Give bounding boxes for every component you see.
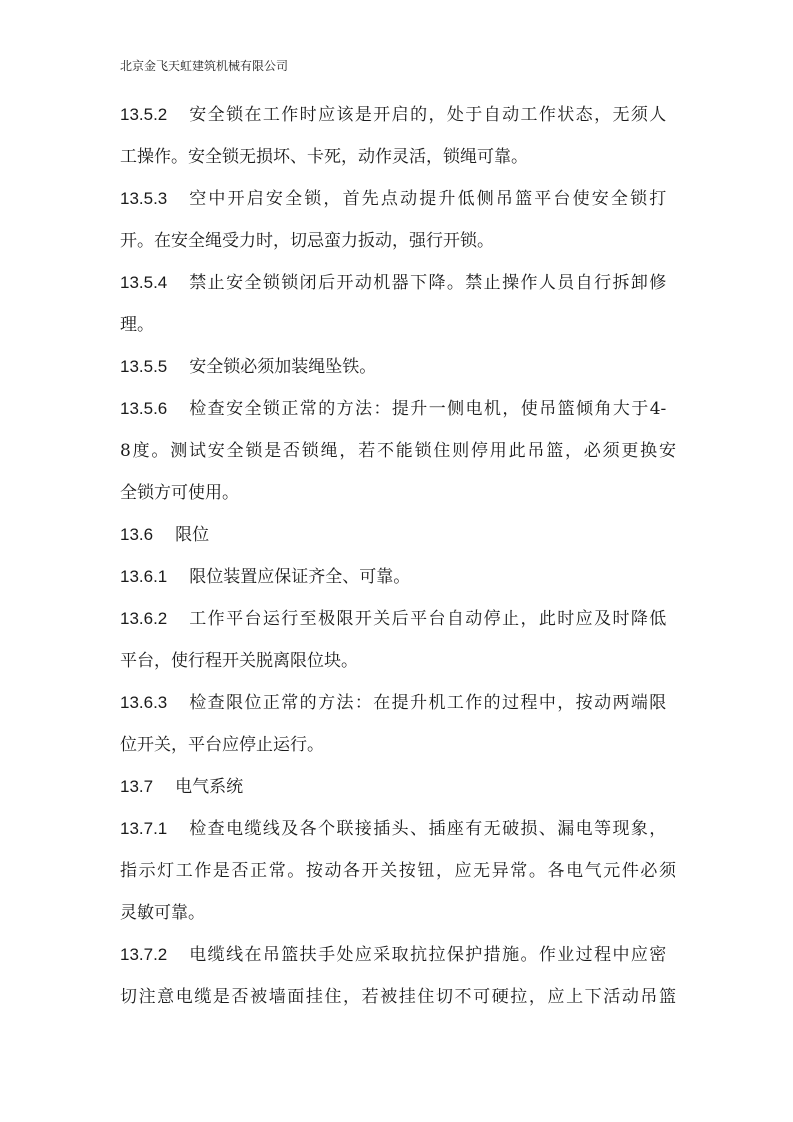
section-text: 指示灯工作是否正常。按动各开关按钮，应无异常。各电气元件必须 [120, 861, 676, 881]
text-line [120, 435, 676, 477]
section-text: 检查电缆线及各个联接插头、插座有无破损、漏电等现象， [189, 819, 667, 839]
text-line [120, 603, 676, 645]
section-text: 理。 [120, 315, 154, 335]
section-text: 安全锁在工作时应该是开启的，处于自动工作状态，无须人 [189, 105, 667, 125]
section-text: 检查安全锁正常的方法：提升一侧电机，使吊篮倾角大于4- [189, 399, 667, 419]
text-line [120, 309, 676, 351]
section-number: 13.7.2 [120, 945, 168, 964]
text-line [120, 729, 676, 771]
text-line [120, 99, 676, 141]
section-number: 13.5.4 [120, 273, 168, 292]
line-content [120, 729, 676, 761]
line-content [120, 99, 676, 131]
line-content [120, 267, 676, 299]
text-line [120, 141, 676, 183]
line-content [120, 477, 676, 509]
section-text: 禁止安全锁锁闭后开动机器下降。禁止操作人员自行拆卸修 [189, 273, 667, 293]
line-content [120, 561, 676, 593]
line-content [120, 855, 676, 887]
text-line [120, 771, 676, 813]
line-content [120, 645, 676, 677]
section-number: 13.5.5 [120, 357, 168, 376]
section-number: 13.7.1 [120, 819, 168, 838]
text-line [120, 267, 676, 309]
text-line [120, 981, 676, 1023]
text-line [120, 225, 676, 267]
section-text: 电缆线在吊篮扶手处应采取抗拉保护措施。作业过程中应密 [189, 945, 667, 965]
section-text: 工操作。安全锁无损坏、卡死，动作灵活，锁绳可靠。 [120, 147, 528, 167]
section-text: 平台，使行程开关脱离限位块。 [120, 651, 358, 671]
line-content [120, 435, 676, 467]
text-line [120, 477, 676, 519]
line-content [120, 813, 676, 845]
text-line [120, 351, 676, 393]
text-line [120, 813, 676, 855]
line-content [120, 897, 676, 929]
line-content [120, 225, 676, 257]
section-text: 全锁方可使用。 [120, 483, 239, 503]
section-number: 13.7 [120, 777, 154, 796]
section-number: 13.5.3 [120, 189, 168, 208]
text-line [120, 687, 676, 729]
line-content [120, 603, 676, 635]
line-content [120, 351, 676, 383]
line-content [120, 141, 676, 173]
section-text: 8度。测试安全锁是否锁绳，若不能锁住则停用此吊篮，必须更换安 [120, 441, 676, 461]
text-line [120, 519, 676, 561]
line-content [120, 309, 676, 341]
line-content [120, 183, 676, 215]
section-number: 13.5.6 [120, 399, 168, 418]
line-content [120, 519, 676, 551]
line-content [120, 393, 676, 425]
line-content [120, 939, 676, 971]
section-number: 13.6.3 [120, 693, 168, 712]
text-line [120, 939, 676, 981]
line-content [120, 771, 676, 803]
section-number: 13.6 [120, 525, 154, 544]
text-line [120, 897, 676, 939]
text-line [120, 561, 676, 603]
text-line [120, 393, 676, 435]
section-text: 位开关，平台应停止运行。 [120, 735, 324, 755]
text-line [120, 855, 676, 897]
section-text: 空中开启安全锁，首先点动提升低侧吊篮平台使安全锁打 [189, 189, 667, 209]
text-line [120, 645, 676, 687]
section-text: 工作平台运行至极限开关后平台自动停止，此时应及时降低 [189, 609, 667, 629]
document-body [120, 99, 676, 1023]
section-text: 检查限位正常的方法：在提升机工作的过程中，按动两端限 [189, 693, 667, 713]
section-text: 开。在安全绳受力时，切忌蛮力扳动，强行开锁。 [120, 231, 494, 251]
page-header: 北京金飞天虹建筑机械有限公司 [120, 59, 289, 73]
section-text: 安全锁必须加装绳坠铁。 [189, 357, 377, 377]
section-number: 13.5.2 [120, 105, 168, 124]
line-content [120, 687, 676, 719]
section-number: 13.6.2 [120, 609, 168, 628]
section-number: 13.6.1 [120, 567, 168, 586]
section-text: 灵敏可靠。 [120, 903, 205, 923]
section-text: 电气系统 [175, 777, 244, 797]
section-text: 限位装置应保证齐全、可靠。 [189, 567, 411, 587]
section-text: 切注意电缆是否被墙面挂住，若被挂住切不可硬拉，应上下活动吊篮 [120, 987, 676, 1007]
line-content [120, 981, 676, 1013]
section-text: 限位 [175, 525, 210, 545]
text-line [120, 183, 676, 225]
